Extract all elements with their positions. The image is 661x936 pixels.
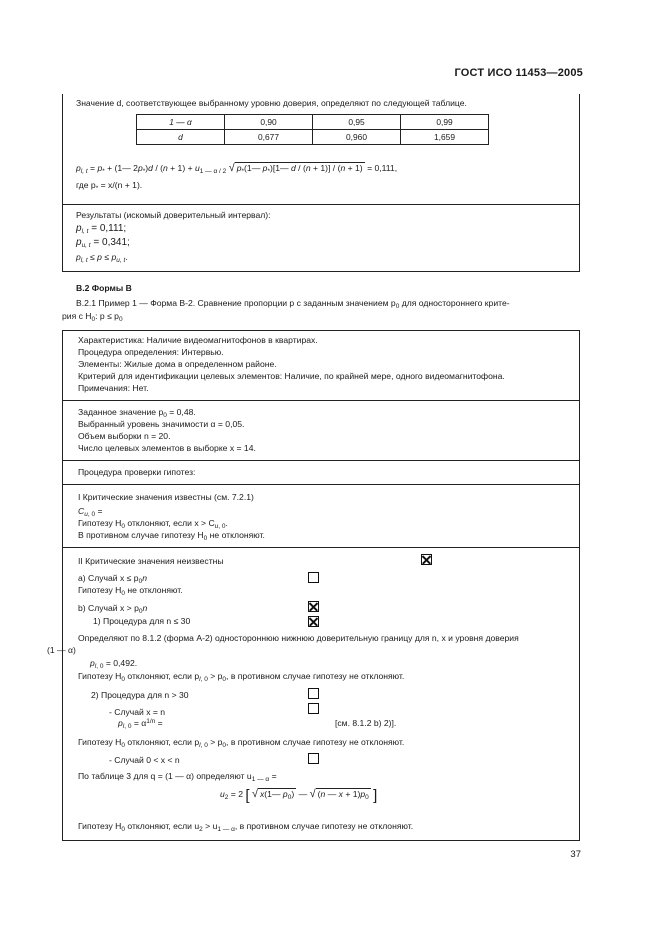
reference-text: [см. 8.1.2 b) 2)]. [335,718,397,728]
procedure-2-line: 2) Процедура для n > 30 [91,690,189,700]
table-cell: 0,677 [225,130,313,145]
reject-rule-3: Гипотезу $H_0$ отклоняют, если $u_2 > u_{1 — \alpha}$, в противном случае гипотезу не отклоняют. [78,821,414,833]
d-table [136,114,489,145]
checkbox-empty[interactable] [308,703,319,714]
pl0-formula-line: $p_{l, 0} = \alpha^{1/n}$ = [118,718,163,730]
checkbox-empty[interactable] [308,753,319,764]
pl-formula: $p_{l, t} = p_*$ + (1— $2p_*)d / (n + 1) + u_{1 — \alpha / 2}$ √ $p_*(1—$ $p_*)[1—$ d / (n + 1)] / (n + 1) = 0,111, [76,162,398,175]
alpha-line: Выбранный уровень значимости α = 0,05. [78,419,245,429]
case-a-line: a) Случай $x \le p_0n$ [78,573,147,585]
criterion-line: Критерий для идентификации целевых элементов: Наличие, по крайней мере, одного видеомагнитофона. [78,371,505,381]
page-number: 37 [570,849,581,860]
notes-line: Примечания: Нет. [78,383,149,393]
standard-header: ГОСТ ИСО 11453—2005 [454,67,583,79]
pl0-value-line: $p_{l, 0} = 0,492$. [90,658,138,670]
section-paragraph-line1: В.2.1 Пример 1 — Форма В-2. Сравнение пропорции p с заданным значением $p_0$ для одностороннего крите- [76,298,510,310]
elements-line: Элементы: Жилые дома в определенном районе. [78,359,277,369]
critical-value-line: $C_{u, 0}$ = [78,506,103,518]
case-0-x-n: - Случай 0 < x < n [109,755,180,765]
checkbox-empty[interactable] [308,572,319,583]
section-heading: В.2 Формы В [76,283,132,293]
divider [63,460,579,461]
table-cell: 0,99 [401,115,489,130]
divider [63,484,579,485]
results-title: Результаты (искомый доверительный интервал): [76,210,271,220]
checkbox-empty[interactable] [308,688,319,699]
determine-line2: (1 — α) [47,645,76,655]
reject-rule-2: Гипотезу $H_0$ отклоняют, если $p_{l, 0} > p_0$, в противном случае гипотезу не отклоняют. [78,737,405,749]
d-intro-text: Значение d, соответствующее выбранному уровню доверия, определяют по следующей таблице. [76,98,467,108]
table-cell: 0,95 [313,115,401,130]
pl-result: $p_{l, t} = 0,111$; [76,223,127,235]
p0-line: Заданное значение $p_0 = 0,48$. [78,407,196,419]
case-b-line: b) Случай $x > p_0n$ [78,603,148,615]
otherwise-line: В противном случае гипотезу $H_0$ не отклоняют. [78,530,265,542]
table3-line: По таблице 3 для q = (1 — α) определяют $u_{1 — \alpha}$ = [78,771,277,783]
d-label-cell: d [137,130,225,145]
section-II-title: II Критические значения неизвестны [78,556,224,566]
checkbox-checked[interactable] [308,616,319,627]
where-line: где $p_* = x/(n + 1)$. [76,180,143,192]
table-cell: 0,960 [313,130,401,145]
calculation-box [62,94,580,205]
section-I-title: I Критические значения известны (см. 7.2.1) [78,492,254,502]
results-box [62,204,580,272]
confidence-label-cell: 1 — α [137,115,225,130]
characteristic-line: Характеристика: Наличие видеомагнитофонов в квартирах. [78,335,318,345]
reject-line: Гипотезу $H_0$ отклоняют, если $x > C_{u, 0}$. [78,518,228,530]
form-b2 [47,330,580,841]
section-paragraph-line2: рия с $H_0$: $p \le p_0$ [62,311,123,323]
table-cell: 1,659 [401,130,489,145]
checkbox-checked[interactable] [308,601,319,612]
target-count-line: Число целевых элементов в выборке x = 14. [78,443,256,453]
checkbox-checked[interactable] [421,554,432,565]
hypothesis-procedure: Процедура проверки гипотез: [78,467,196,477]
interval-result: $p_{l, t} \le p \le p_{u, t}$. [76,252,128,264]
sample-size-line: Объем выборки n = 20. [78,431,171,441]
procedure-line: Процедура определения: Интервью. [78,347,224,357]
pu-result: $p_{u, t} = 0,341$; [76,237,130,249]
divider [63,400,579,401]
determine-line: Определяют по 8.1.2 (форма А-2) одностороннюю нижнюю доверительную границу для n, x и уровня доверия [78,633,519,643]
reject-rule-1: Гипотезу $H_0$ отклоняют, если $p_{l, 0} > p_0$, в противном случае гипотезу не отклоняют. [78,671,405,683]
table-cell: 0,90 [225,115,313,130]
formula-result: = 0,111, [367,163,398,173]
procedure-1-line: 1) Процедура для n ≤ 30 [93,616,191,626]
divider [63,547,579,548]
u2-formula: $u_2 = 2$ [ √ x(1— $p_0$) — √ (n — $x + 1)p_0$ ] [220,787,378,804]
case-x-equals-n: - Случай x = n [109,707,166,717]
case-a-result: Гипотезу $H_0$ не отклоняют. [78,585,183,597]
